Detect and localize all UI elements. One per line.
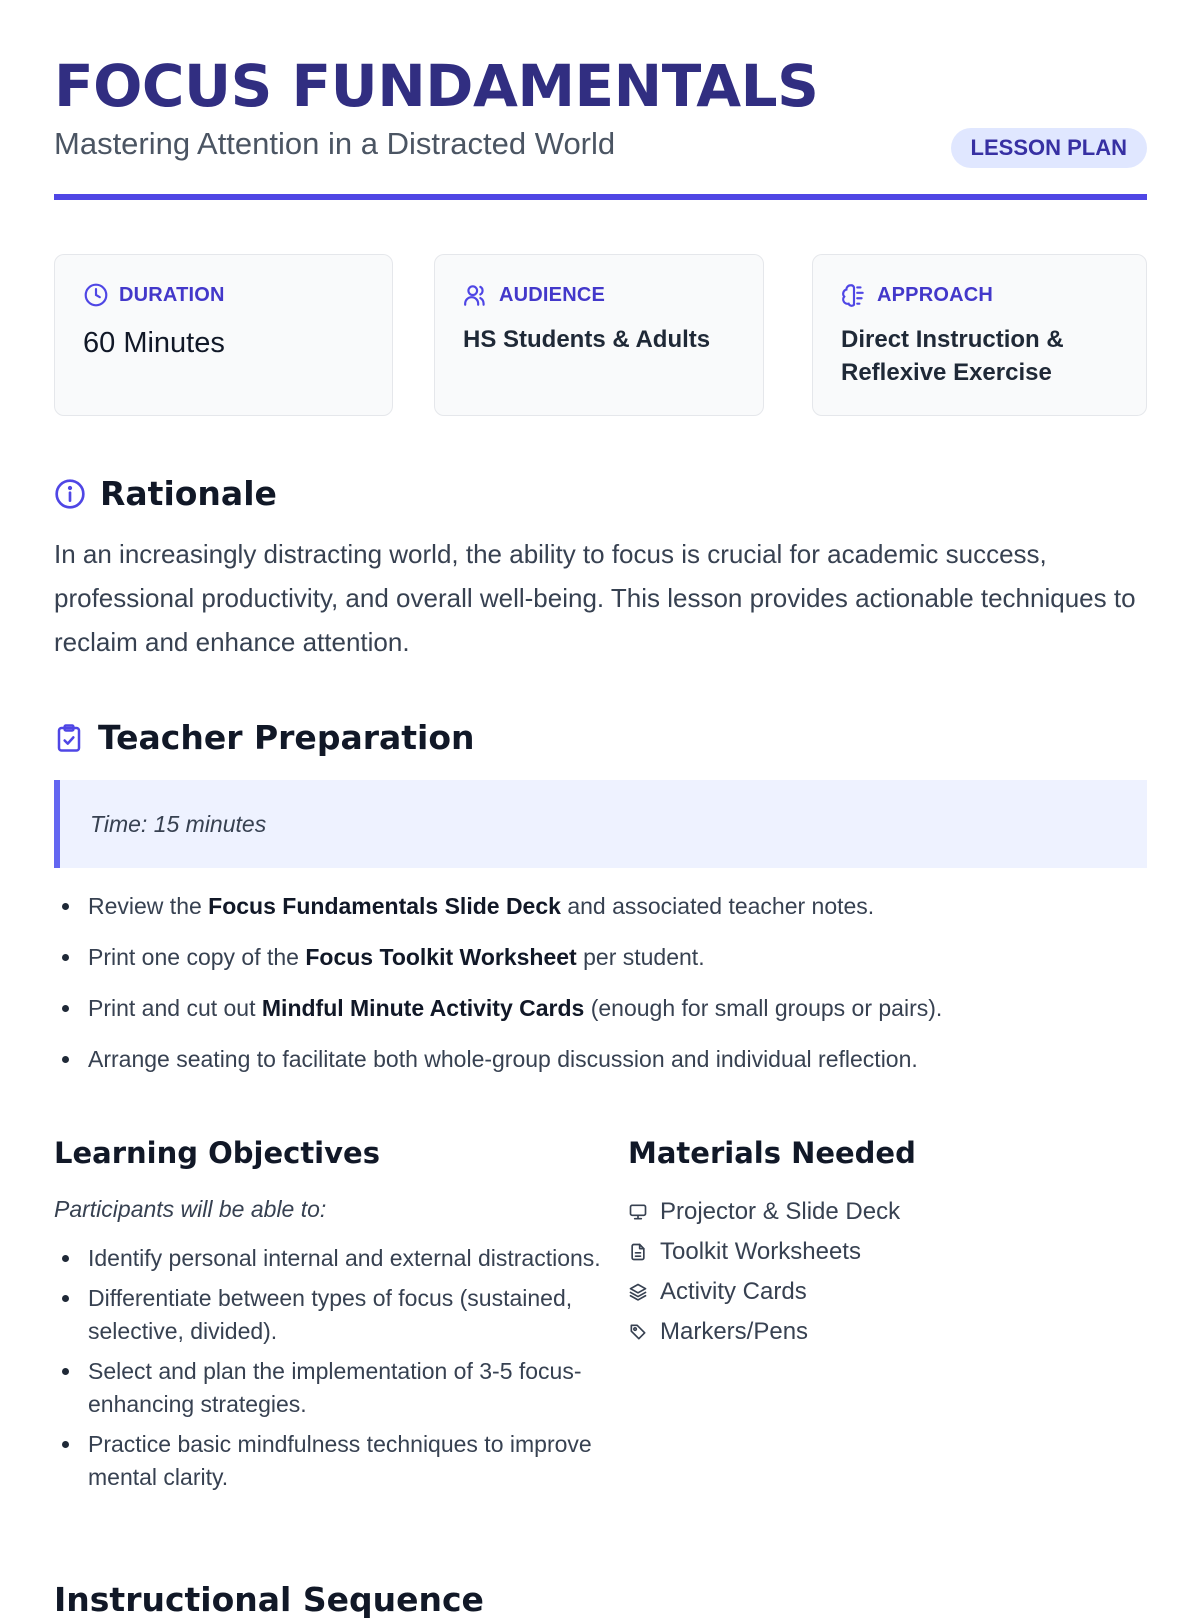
approach-card: [812, 254, 1147, 416]
list-item: [628, 1232, 900, 1272]
list-item: Arrange seating to facilitate both whole-group discussion and individual reflection.: [88, 1043, 942, 1094]
material-label: Markers/Pens: [660, 1318, 809, 1345]
list-item: [628, 1272, 900, 1312]
preparation-time: Time: 15 minutes: [90, 810, 267, 837]
duration-card: [54, 254, 393, 416]
duration-value: 60 Minutes: [83, 327, 225, 359]
material-label: Projector & Slide Deck: [660, 1198, 901, 1225]
audience-label: AUDIENCE: [499, 283, 606, 306]
document-icon: [628, 1242, 648, 1262]
approach-value-line-1: Direct Instruction &: [841, 326, 1064, 353]
info-icon: [54, 478, 86, 510]
material-label: Toolkit Worksheets: [660, 1238, 861, 1265]
rationale-heading: [54, 474, 277, 513]
list-item: [628, 1312, 900, 1352]
objectives-list: [54, 1242, 608, 1501]
list-item: Select and plan the implementation of 3-5 focus-enhancing strategies.: [88, 1355, 608, 1421]
approach-value: [841, 323, 1118, 389]
approach-value-line-2: Reflexive Exercise: [841, 359, 1052, 386]
duration-label: DURATION: [119, 283, 225, 306]
audience-value: HS Students & Adults: [463, 326, 711, 353]
instructional-sequence-title: Instructional Sequence: [54, 1580, 484, 1619]
info-cards: [54, 254, 1147, 418]
users-icon: [463, 282, 489, 308]
list-item: Review the Focus Fundamentals Slide Deck and associated teacher notes.: [88, 890, 942, 941]
list-item: Differentiate between types of focus (sustained, selective, divided).: [88, 1282, 608, 1348]
preparation-heading: [54, 718, 475, 757]
approach-label: APPROACH: [877, 283, 994, 306]
monitor-icon: [628, 1202, 648, 1222]
list-item: Print one copy of the Focus Toolkit Worksheet per student.: [88, 941, 942, 992]
lesson-plan-badge: LESSON PLAN: [951, 128, 1147, 168]
preparation-list: [54, 890, 942, 1094]
marker-icon: [628, 1322, 648, 1342]
list-item: [628, 1192, 900, 1232]
clipboard-check-icon: [54, 722, 84, 754]
preparation-time-callout: [54, 780, 1147, 868]
page-subtitle: Mastering Attention in a Distracted World: [54, 126, 616, 161]
rationale-title: Rationale: [100, 474, 277, 513]
list-item: Practice basic mindfulness techniques to improve mental clarity.: [88, 1428, 608, 1494]
materials-title: Materials Needed: [628, 1136, 916, 1170]
page-title: FOCUS FUNDAMENTALS: [54, 52, 819, 120]
audience-card: [434, 254, 764, 416]
preparation-title: Teacher Preparation: [98, 718, 475, 757]
rationale-text: In an increasingly distracting world, the ability to focus is crucial for academic success, professional productivity, and overall well-being. This lesson provides actionable techniques to reclaim and enhance attention.: [54, 539, 1136, 657]
list-item: Print and cut out Mindful Minute Activity Cards (enough for small groups or pairs).: [88, 992, 942, 1043]
clock-icon: [83, 282, 109, 308]
objectives-title: Learning Objectives: [54, 1136, 380, 1170]
material-label: Activity Cards: [660, 1278, 807, 1305]
header-divider: [54, 194, 1147, 200]
layers-icon: [628, 1282, 648, 1302]
materials-list: [628, 1192, 900, 1352]
objectives-intro: Participants will be able to:: [54, 1196, 327, 1222]
list-item: Identify personal internal and external distractions.: [88, 1242, 608, 1275]
brain-icon: [841, 282, 867, 308]
